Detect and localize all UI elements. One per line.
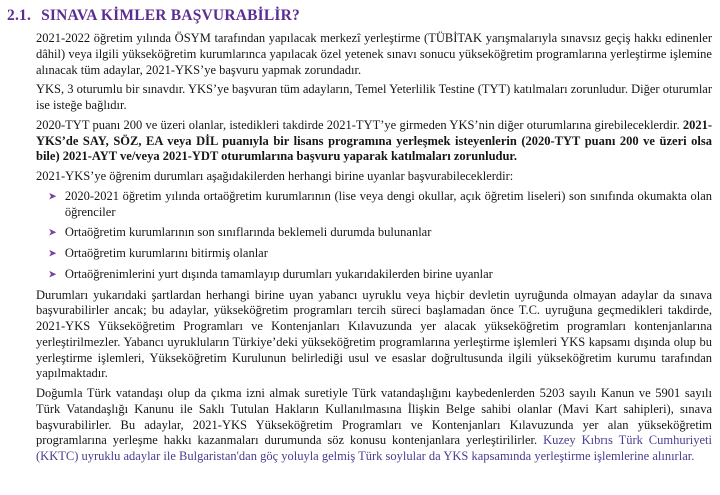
list-item [48,189,712,221]
section-number: 2.1. [7,7,32,24]
section-heading [7,7,712,25]
paragraph-oturumlar: YKS, 3 oturumlu bir sınavdır. YKS’ye başvuran tüm adayların, Temel Yeterlilik Testine (TYT) katılmaları zorunludur. Diğer oturumlar ise isteğe bağlıdır. [36,82,713,112]
arrow-bullet-icon: ➤ [48,248,57,260]
list-item-text: Ortaöğretim kurumlarının son sınıflarında beklemeli durumda bulunanlar [64,225,432,240]
paragraph-mavi-kart-normal: Doğumla Türk vatandaşı olup da çıkma izni almak suretiyle Türk vatandaşlığını kaybedenlerden 5203 sayılı Kanun ve 5901 sayılı Türk Vatandaşlığı Kanunu ile Saklı Tutulan Hakların Kullanılmasına İlişkin Belge sahibi olanlar (Mavi Kart sahipleri), sınava başvurabilirler. Bu adaylar, 2021-YKS Yükseköğretim Programları ve Kontenjanları Kılavuzunda yer alan yükseköğretim programlarına yerleşme hakkı kazanmaları durumunda söz konusu kontenjanlara yerleştirilirler. [36,386,712,448]
paragraph-kktc-highlight: Kuzey Kıbrıs Türk Cumhuriyeti (KKTC) uyruklu adaylar ile Bulgaristan'dan göç yoluyla gelmiş Türk soylular da YKS kapsamında yerleştirme işlemlerine alınırlar. [36,433,712,463]
list-item-text: Ortaöğrenimlerini yurt dışında tamamlayıp durumları yukarıdakilerden birine uyanlar [64,266,493,281]
arrow-bullet-icon: ➤ [48,227,57,239]
paragraph-tyt-puani-bold: 2021-YKS’de SAY, SÖZ, EA veya DİL puanıyla bir lisans programına yerleşmek isteyenlerin (2020-TYT puanı 200 ve üzeri olsa bile) 2021-AYT ve/veya 2021-YDT oturumlarına başvuru yaparak katılmaları zorunludur. [36,117,712,164]
arrow-bullet-icon: ➤ [48,191,57,203]
paragraph-tyt-puani-normal: 2020-TYT puanı 200 ve üzeri olanlar, istedikleri takdirde 2021-TYT’ye girmeden YKS’nin diğer oturumlarına girebileceklerdir. [36,117,683,132]
arrow-bullet-icon: ➤ [48,269,57,281]
list-item [48,267,712,283]
eligibility-list [7,189,712,283]
list-item [48,225,712,241]
section-title: SINAVA KİMLER BAŞVURABİLİR? [41,7,300,24]
list-item [48,246,712,262]
list-item-text: 2020-2021 öğretim yılında ortaöğretim kurumlarının (lise veya dengi okullar, açık öğretim liseleri) son sınıfında okumakta olan öğrenciler [64,188,712,219]
paragraph-merkezi-yerlestirme: 2021-2022 öğretim yılında ÖSYM tarafından yapılacak merkezî yerleştirme (TÜBİTAK yarışmalarıyla sınavsız geçiş hakkı edinenler dâhil) veya ilgili yükseköğretim kurumlarınca yapılacak özel yetenek sınavı sonucu yükseköğretim programlarına yerleştirme işlemine alınacak tüm adaylar, 2021-YKS’ye başvuru yapmak zorundadır. [36,31,712,77]
list-item-text: Ortaöğretim kurumlarını bitirmiş olanlar [64,246,268,260]
paragraph-mavi-kart [36,386,712,465]
paragraph-tyt-puani [36,118,712,165]
paragraph-yabanci-uyruklu: Durumları yukarıdaki şartlardan herhangi birine uyan yabancı uyruklu veya hiçbir devletin uyruğunda olmayan adaylar da sınava başvurabilirler ancak; bu adaylar, yükseköğretim programları tercih süreci başlamadan önce T.C. uyruğuna geçmedikleri takdirde, 2021-YKS Yükseköğretim Programları ve Kontenjanları Kılavuzunda yer alacak yükseköğretim programları kontenjanlarına yerleştirilmezler. Yabancı uyrukluların Türkiye’deki yükseköğretim programlarına yerleştirme işlemleri YKS kapsamı dışında olup bu yerleştirme işlemleri, Yükseköğretim Kurulunun belirlediği usul ve esaslar doğrultusunda ilgili yükseköğretim kurumu tarafından yapılmaktadır. [36,287,712,381]
paragraph-ogrenim-durumu-intro: 2021-YKS’ye öğrenim durumları aşağıdakilerden herhangi birine uyanlar başvurabileceklerdir: [36,169,514,183]
